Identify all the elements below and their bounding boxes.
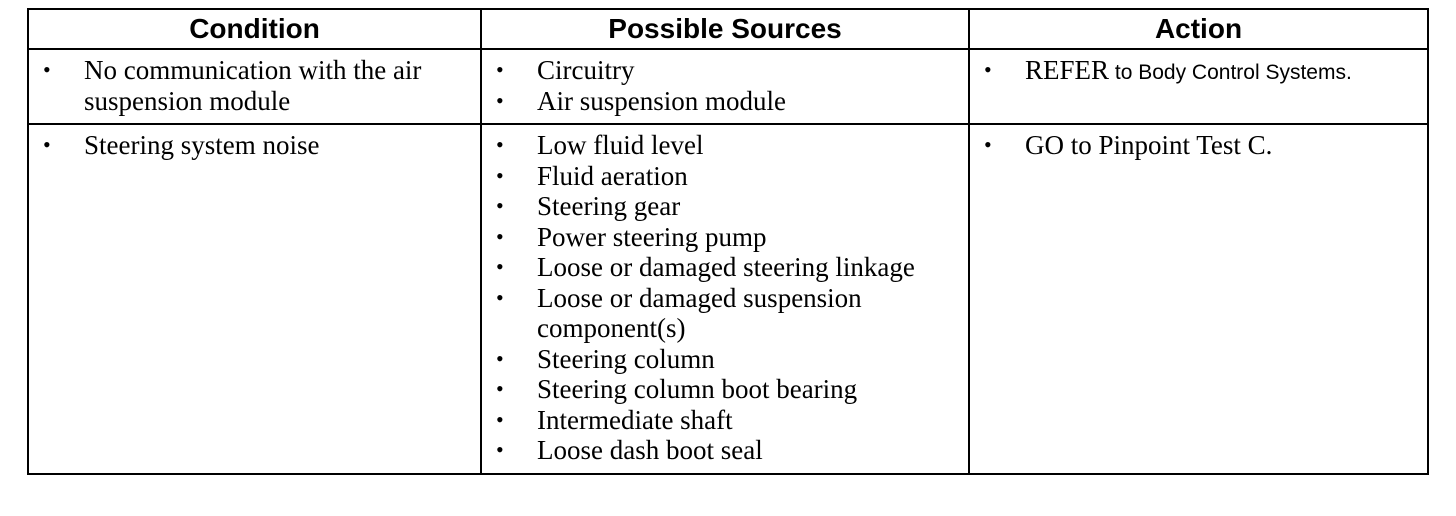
bullet-icon: •	[496, 162, 504, 188]
condition-text: No communication with the air suspension module	[84, 55, 422, 116]
source-item	[482, 435, 960, 466]
sources-cell	[481, 124, 969, 474]
condition-text: Steering system noise	[84, 130, 320, 160]
bullet-icon: •	[984, 132, 992, 157]
bullet-icon: •	[496, 132, 504, 157]
source-item	[482, 252, 960, 283]
source-text: Loose or damaged steering linkage	[537, 252, 915, 282]
source-item	[482, 191, 960, 222]
source-item	[482, 283, 960, 344]
bullet-icon: •	[496, 345, 504, 371]
condition-item	[29, 130, 472, 161]
bullet-icon: •	[496, 254, 504, 279]
source-item	[482, 405, 960, 436]
action-verb: REFER	[1025, 55, 1110, 85]
source-text: Loose dash boot seal	[537, 435, 763, 465]
condition-item	[29, 55, 472, 116]
source-item	[482, 86, 960, 117]
bullet-icon: •	[496, 193, 504, 218]
source-text: Power steering pump	[537, 221, 767, 252]
diagnostic-table	[27, 8, 1429, 475]
bullet-icon: •	[43, 132, 51, 157]
condition-cell	[28, 49, 481, 124]
source-text: Circuitry	[537, 55, 635, 85]
source-text: Air suspension module	[537, 85, 786, 116]
source-text: Low fluid level	[537, 130, 704, 160]
source-text: Steering gear	[537, 191, 681, 221]
source-item	[482, 374, 960, 405]
header-action: Action	[969, 9, 1428, 49]
source-item	[482, 130, 960, 161]
action-cell	[969, 124, 1428, 474]
action-link-body-control-systems[interactable]: Body Control Systems.	[1138, 61, 1352, 84]
source-item	[482, 344, 960, 375]
bullet-icon: •	[496, 87, 504, 113]
source-text: Fluid aeration	[537, 160, 688, 191]
bullet-icon: •	[496, 376, 504, 401]
source-text: Steering column	[537, 343, 715, 374]
bullet-icon: •	[43, 57, 51, 82]
bullet-icon: •	[496, 284, 504, 310]
source-text: Loose or damaged suspension component(s)	[537, 282, 862, 343]
source-text: Intermediate shaft	[537, 404, 733, 435]
bullet-icon: •	[984, 57, 992, 82]
action-item	[970, 55, 1419, 89]
bullet-icon: •	[496, 57, 504, 82]
condition-cell	[28, 124, 481, 474]
bullet-icon: •	[496, 406, 504, 432]
header-row	[28, 9, 1428, 49]
action-item	[970, 130, 1419, 161]
sources-cell	[481, 49, 969, 124]
header-possible-sources: Possible Sources	[481, 9, 969, 49]
action-link-pinpoint-test-c[interactable]: GO to Pinpoint Test C.	[1025, 130, 1273, 160]
action-connector: to	[1109, 61, 1139, 84]
source-item	[482, 222, 960, 253]
table-row	[28, 49, 1428, 124]
source-item	[482, 161, 960, 192]
bullet-icon: •	[496, 223, 504, 249]
action-cell	[969, 49, 1428, 124]
bullet-icon: •	[496, 437, 504, 462]
source-text: Steering column boot bearing	[537, 374, 858, 404]
table-row	[28, 124, 1428, 474]
header-condition: Condition	[28, 9, 481, 49]
source-item	[482, 55, 960, 86]
